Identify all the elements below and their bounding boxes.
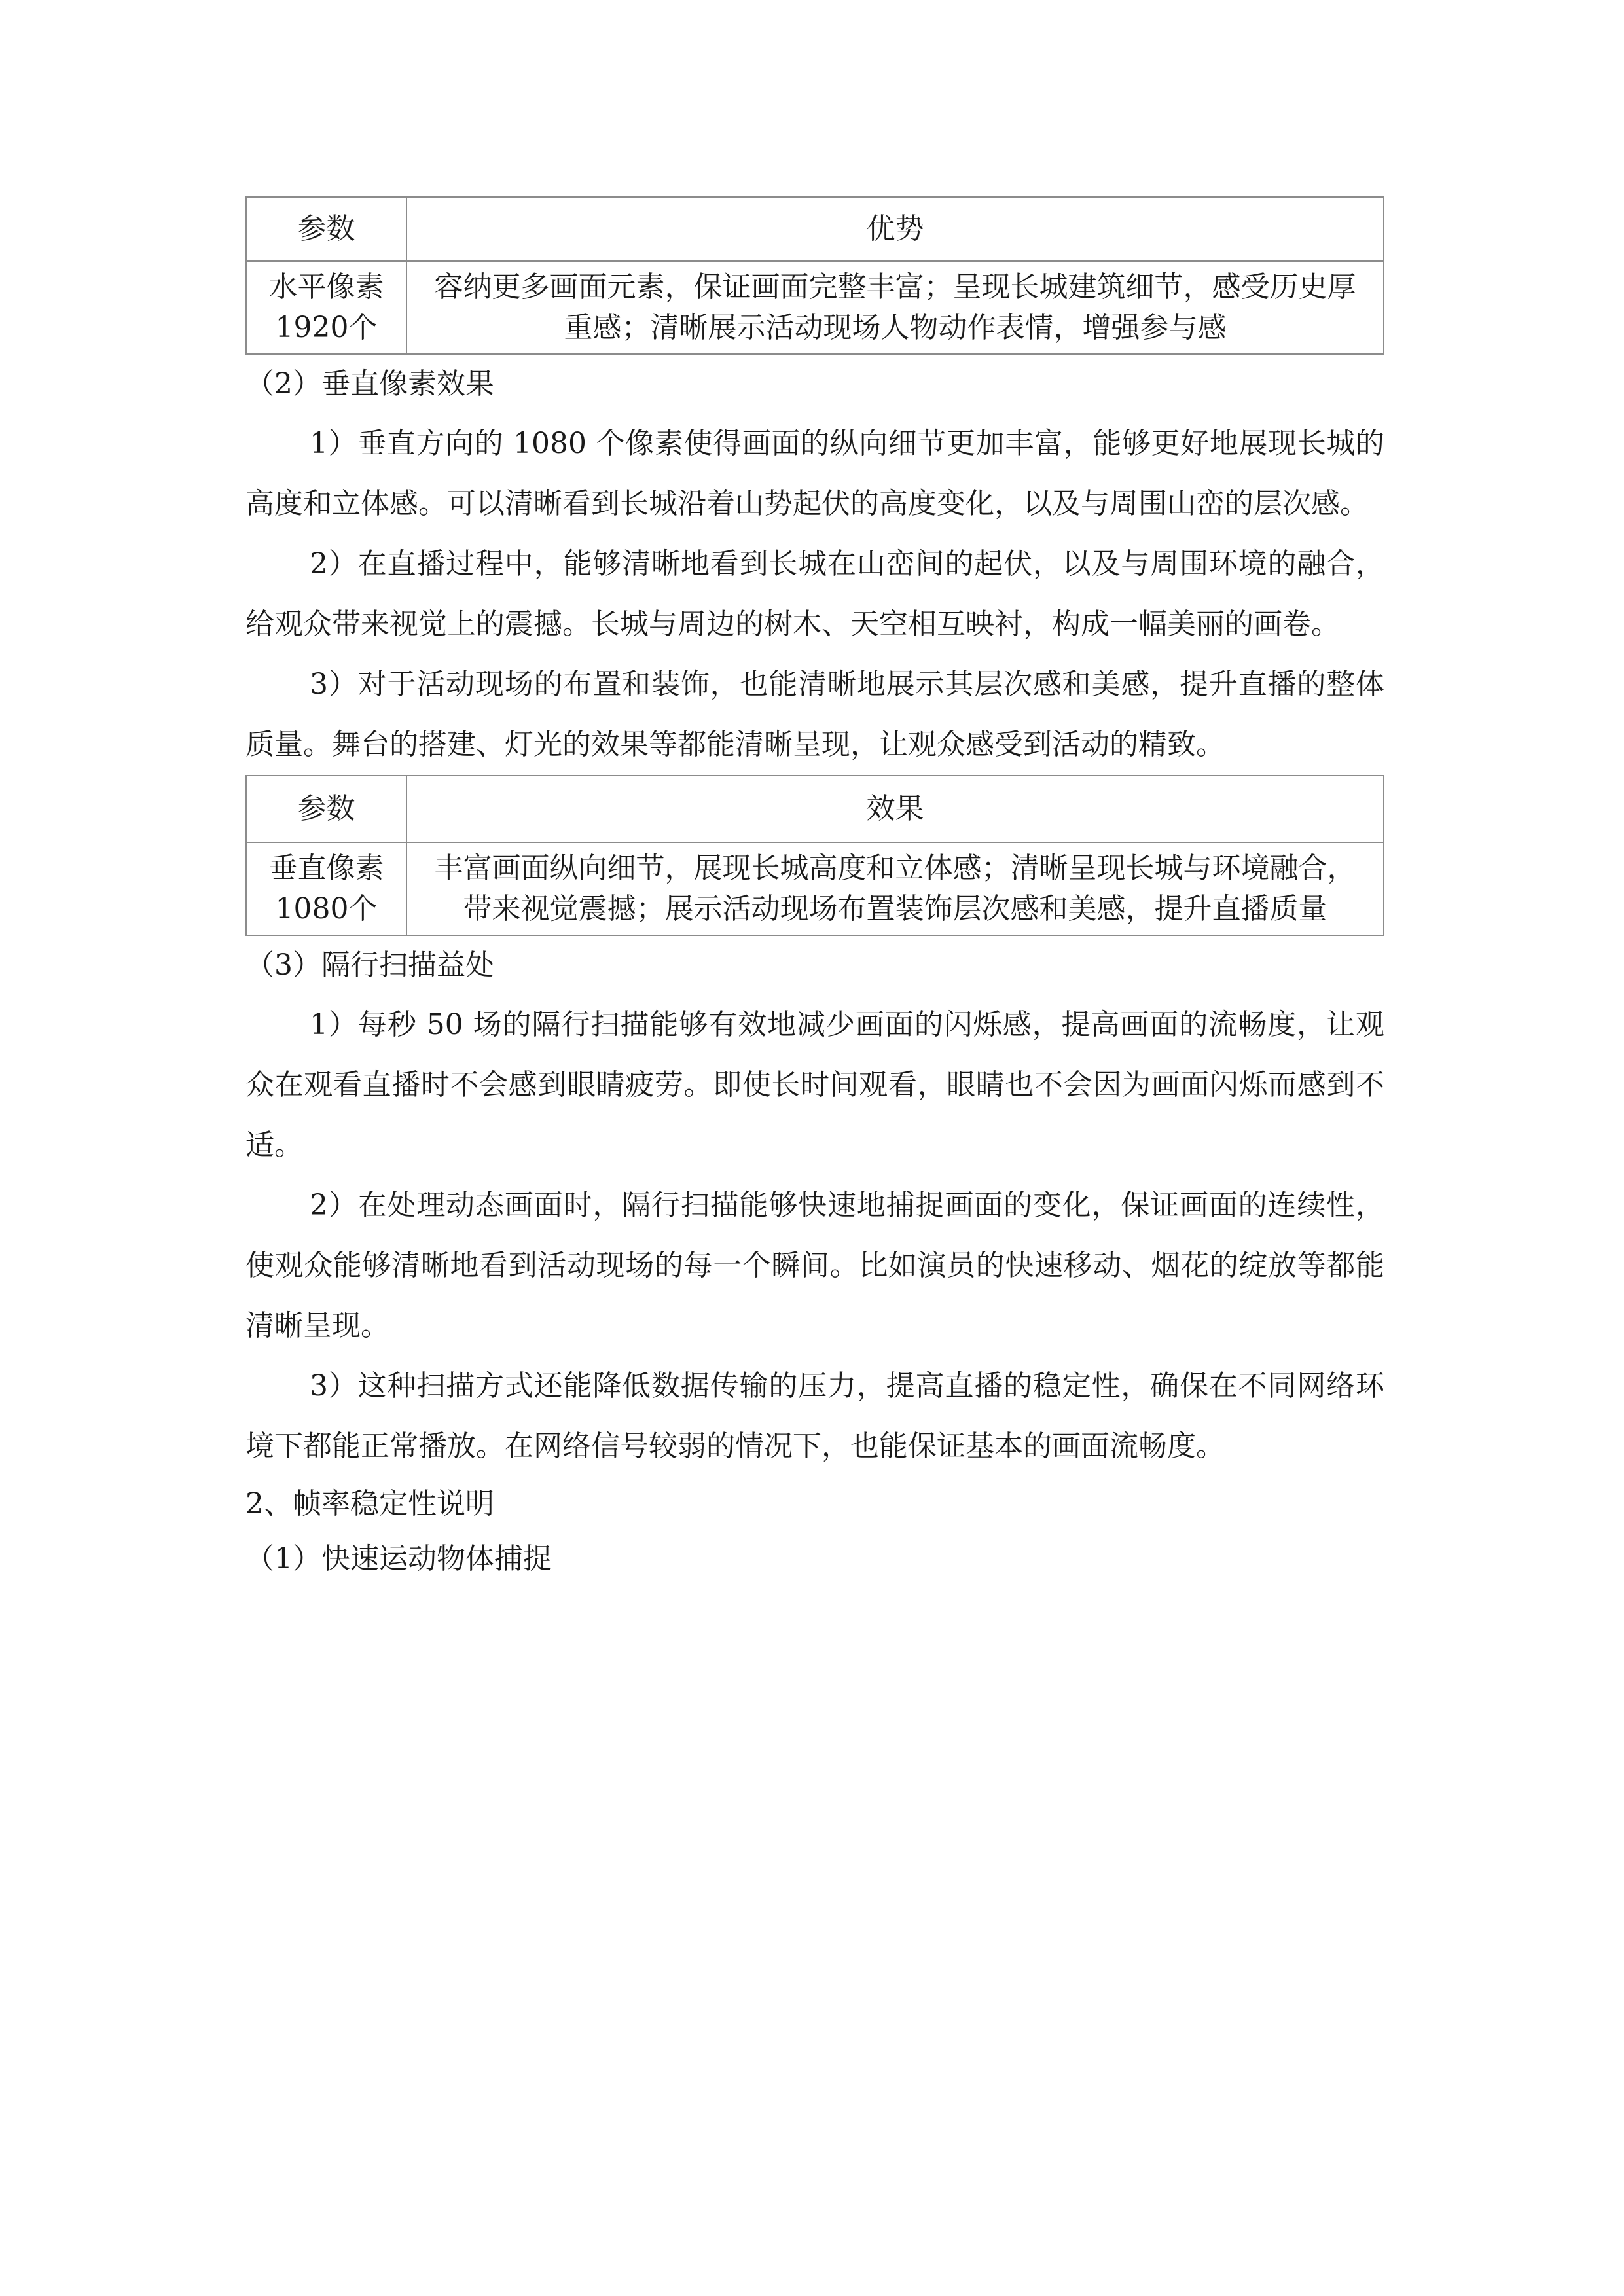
document-page	[245, 196, 1384, 1587]
table-row	[246, 261, 1384, 354]
table-header-cell: 优势	[406, 197, 1384, 261]
paragraph: 3）对于活动现场的布置和装饰，也能清晰地展示其层次感和美感，提升直播的整体质量。舞台的搭建、灯光的效果等都能清晰呈现，让观众感受到活动的精致。	[245, 668, 1384, 761]
paragraph: 3）这种扫描方式还能降低数据传输的压力，提高直播的稳定性，确保在不同网络环境下都能正常播放。在网络信号较弱的情况下，也能保证基本的画面流畅度。	[245, 1369, 1384, 1463]
table-row	[246, 842, 1384, 935]
section-heading: （3）隔行扫描益处	[245, 948, 494, 982]
subsection-heading: （1）快速运动物体捕捉	[245, 1542, 552, 1575]
advantage-cell: 容纳更多画面元素，保证画面完整丰富；呈现长城建筑细节，感受历史厚重感；清晰展示活动现场人物动作表情，增强参与感	[406, 261, 1384, 354]
table-header-cell: 参数	[246, 197, 406, 261]
paragraph: 2）在直播过程中，能够清晰地看到长城在山峦间的起伏，以及与周围环境的融合，给观众带来视觉上的震撼。长城与周边的树木、天空相互映衬，构成一幅美丽的画卷。	[245, 547, 1384, 641]
table-header-cell: 效果	[406, 776, 1384, 842]
horizontal-pixel-table	[245, 196, 1384, 355]
vertical-pixel-table	[245, 775, 1384, 936]
param-cell: 水平像素1920个	[246, 261, 406, 354]
paragraph: 2）在处理动态画面时，隔行扫描能够快速地捕捉画面的变化，保证画面的连续性，使观众能够清晰地看到活动现场的每一个瞬间。比如演员的快速移动、烟花的绽放等都能清晰呈现。	[245, 1189, 1384, 1342]
table-header-cell: 参数	[246, 776, 406, 842]
paragraph: 1）垂直方向的 1080 个像素使得画面的纵向细节更加丰富，能够更好地展现长城的高度和立体感。可以清晰看到长城沿着山势起伏的高度变化，以及与周围山峦的层次感。	[245, 427, 1384, 520]
effect-cell: 丰富画面纵向细节，展现长城高度和立体感；清晰呈现长城与环境融合，带来视觉震撼；展示活动现场布置装饰层次感和美感，提升直播质量	[406, 842, 1384, 935]
table-header-row	[246, 197, 1384, 261]
section-heading: 2、帧率稳定性说明	[245, 1487, 494, 1520]
section-heading: （2）垂直像素效果	[245, 367, 494, 401]
param-cell: 垂直像素1080个	[246, 842, 406, 935]
table-header-row	[246, 776, 1384, 842]
paragraph: 1）每秒 50 场的隔行扫描能够有效地减少画面的闪烁感，提高画面的流畅度，让观众在观看直播时不会感到眼睛疲劳。即使长时间观看，眼睛也不会因为画面闪烁而感到不适。	[245, 1008, 1384, 1162]
